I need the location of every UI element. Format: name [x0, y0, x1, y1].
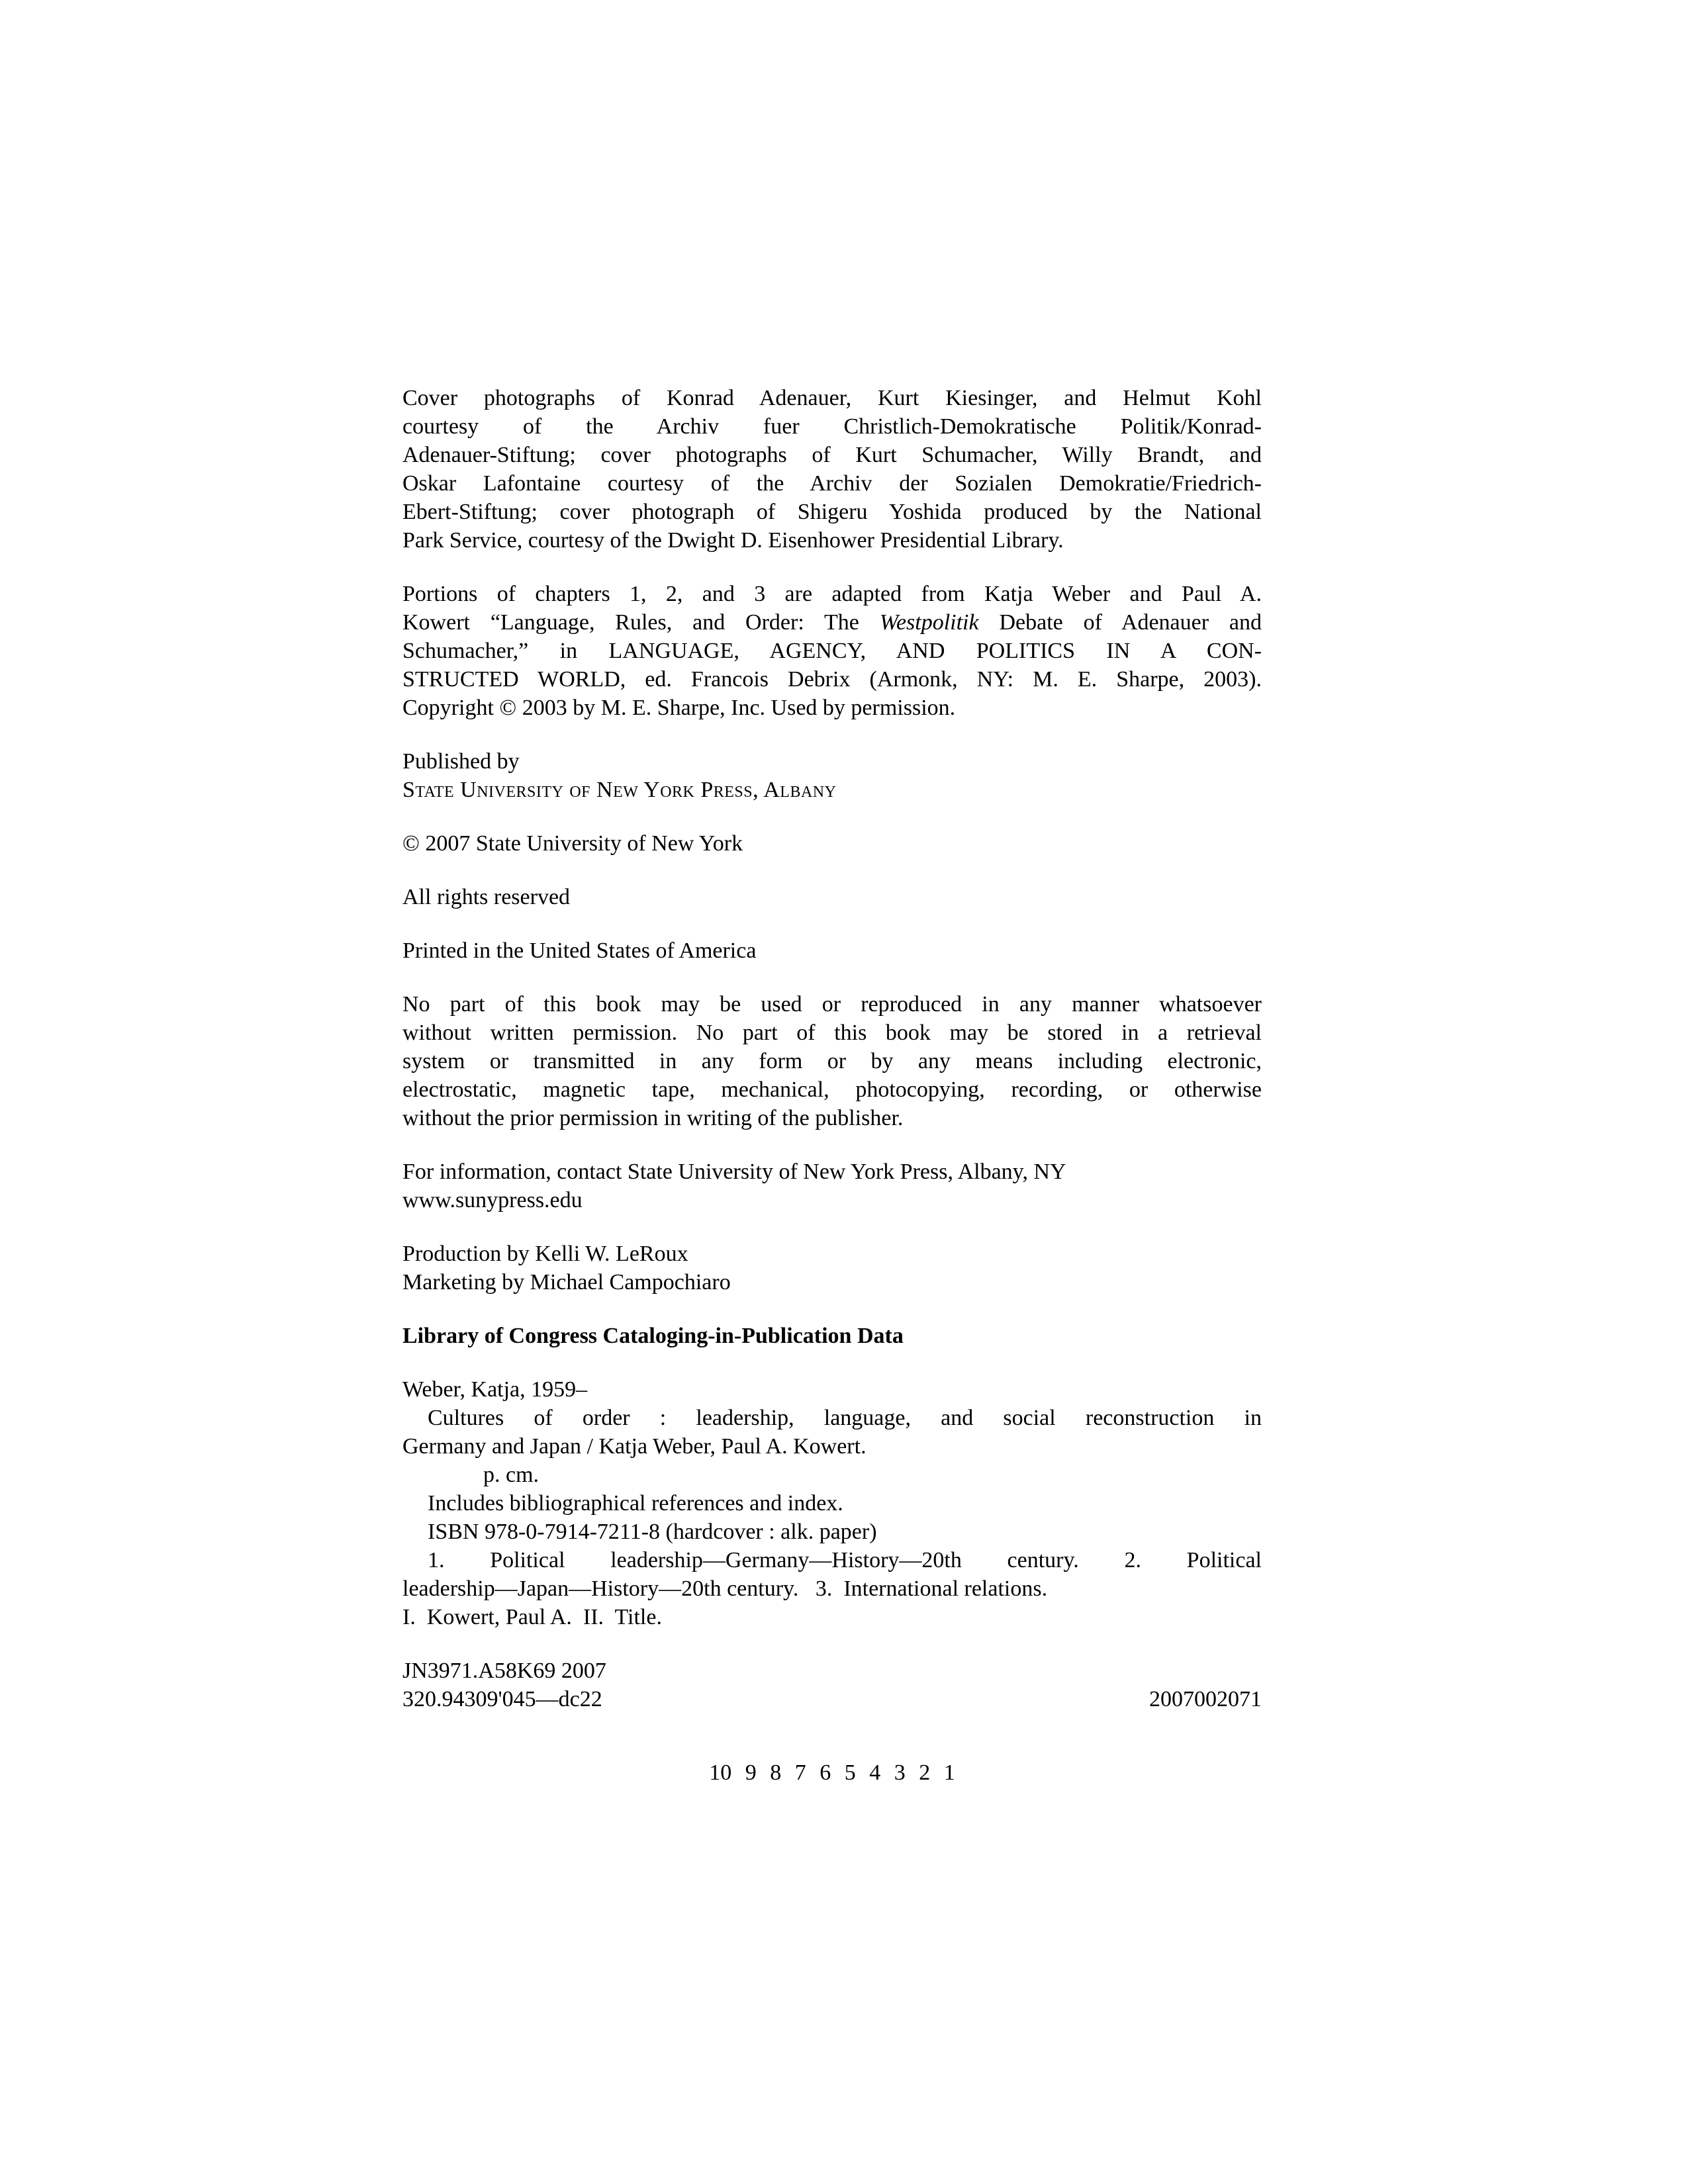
text-line: Kowert “Language, Rules, and Order: The Westpolitik Debate of Adenauer and — [402, 610, 1262, 635]
copyright-page-content — [402, 384, 1262, 1787]
text-line: Copyright © 2003 by M. E. Sharpe, Inc. Used by permission. — [402, 696, 956, 720]
text-line: system or transmitted in any form or by any means including electronic, — [402, 1049, 1262, 1073]
text-line: State University of New York Press, Albany — [402, 778, 837, 802]
adaptation-notice — [402, 580, 1262, 722]
text-line: Marketing by Michael Campochiaro — [402, 1270, 731, 1295]
text-line: ISBN 978-0-7914-7211-8 (hardcover : alk. paper) — [428, 1520, 877, 1544]
text-line: Adenauer-Stiftung; cover photographs of Kurt Schumacher, Willy Brandt, and — [402, 443, 1262, 467]
text-line: p. cm. — [483, 1463, 539, 1487]
text-line: without the prior permission in writing of the publisher. — [402, 1106, 904, 1130]
text-line: © 2007 State University of New York — [402, 831, 743, 856]
contact-info — [402, 1158, 1262, 1214]
dewey-number: 320.94309'045—dc22 — [402, 1687, 602, 1711]
text-line: Schumacher,” in LANGUAGE, AGENCY, AND POLITICS IN A CON- — [402, 639, 1262, 663]
text-line: electrostatic, magnetic tape, mechanical, photocopying, recording, or otherwise — [402, 1077, 1262, 1102]
cover-photo-credits — [402, 384, 1262, 555]
lc-call-number: JN3971.A58K69 2007 — [402, 1659, 606, 1683]
text-line: Includes bibliographical references and index. — [428, 1491, 843, 1516]
copyright-notice — [402, 829, 1262, 858]
printers-key: 10 9 8 7 6 5 4 3 2 1 — [709, 1760, 955, 1785]
text-line: Cover photographs of Konrad Adenauer, Kurt Kiesinger, and Helmut Kohl — [402, 386, 1262, 410]
staff-credits — [402, 1240, 1262, 1297]
text-line: Cultures of order : leadership, language, and social reconstruction in — [428, 1406, 1262, 1430]
catalog-numbers — [402, 1657, 1262, 1713]
text-line: leadership—Japan—History—20th century. 3. International relations. — [402, 1576, 1048, 1601]
text-line: All rights reserved — [402, 885, 571, 909]
text-line: STRUCTED WORLD, ed. Francois Debrix (Armonk, NY: M. E. Sharpe, 2003). — [402, 667, 1262, 692]
text-line: Weber, Katja, 1959– — [402, 1377, 588, 1402]
lccn-number: 2007002071 — [1149, 1687, 1262, 1711]
text-line: Germany and Japan / Katja Weber, Paul A. Kowert. — [402, 1434, 867, 1459]
text-line: Library of Congress Cataloging-in-Publication Data — [402, 1324, 904, 1348]
text-line: For information, contact State University of New York Press, Albany, NY — [402, 1160, 1066, 1184]
text-line: No part of this book may be used or reproduced in any manner whatsoever — [402, 992, 1262, 1017]
text-line: I. Kowert, Paul A. II. Title. — [402, 1605, 662, 1629]
text-line: Published by — [402, 749, 520, 774]
rights-reserved-notice — [402, 883, 1262, 911]
text-line: Portions of chapters 1, 2, and 3 are adapted from Katja Weber and Paul A. — [402, 582, 1262, 606]
text-line: Park Service, courtesy of the Dwight D. Eisenhower Presidential Library. — [402, 528, 1064, 553]
text-line: Production by Kelli W. LeRoux — [402, 1242, 688, 1266]
text-line: Oskar Lafontaine courtesy of the Archiv der Sozialen Demokratie/Friedrich- — [402, 471, 1262, 496]
text-line: 1. Political leadership—Germany—History—20th century. 2. Political — [428, 1548, 1262, 1572]
permissions-paragraph — [402, 990, 1262, 1132]
publisher-imprint — [402, 747, 1262, 804]
text-line: courtesy of the Archiv fuer Christlich-Demokratische Politik/Konrad- — [402, 414, 1262, 439]
loc-cataloging-heading — [402, 1322, 1262, 1350]
text-line: www.sunypress.edu — [402, 1188, 583, 1212]
cip-entry — [402, 1375, 1262, 1631]
text-line: Ebert-Stiftung; cover photograph of Shigeru Yoshida produced by the National — [402, 500, 1262, 524]
text-line: Printed in the United States of America — [402, 938, 757, 963]
text-line: without written permission. No part of this book may be stored in a retrieval — [402, 1021, 1262, 1045]
dewey-lccn-line — [402, 1685, 1262, 1713]
printed-in-notice — [402, 936, 1262, 965]
